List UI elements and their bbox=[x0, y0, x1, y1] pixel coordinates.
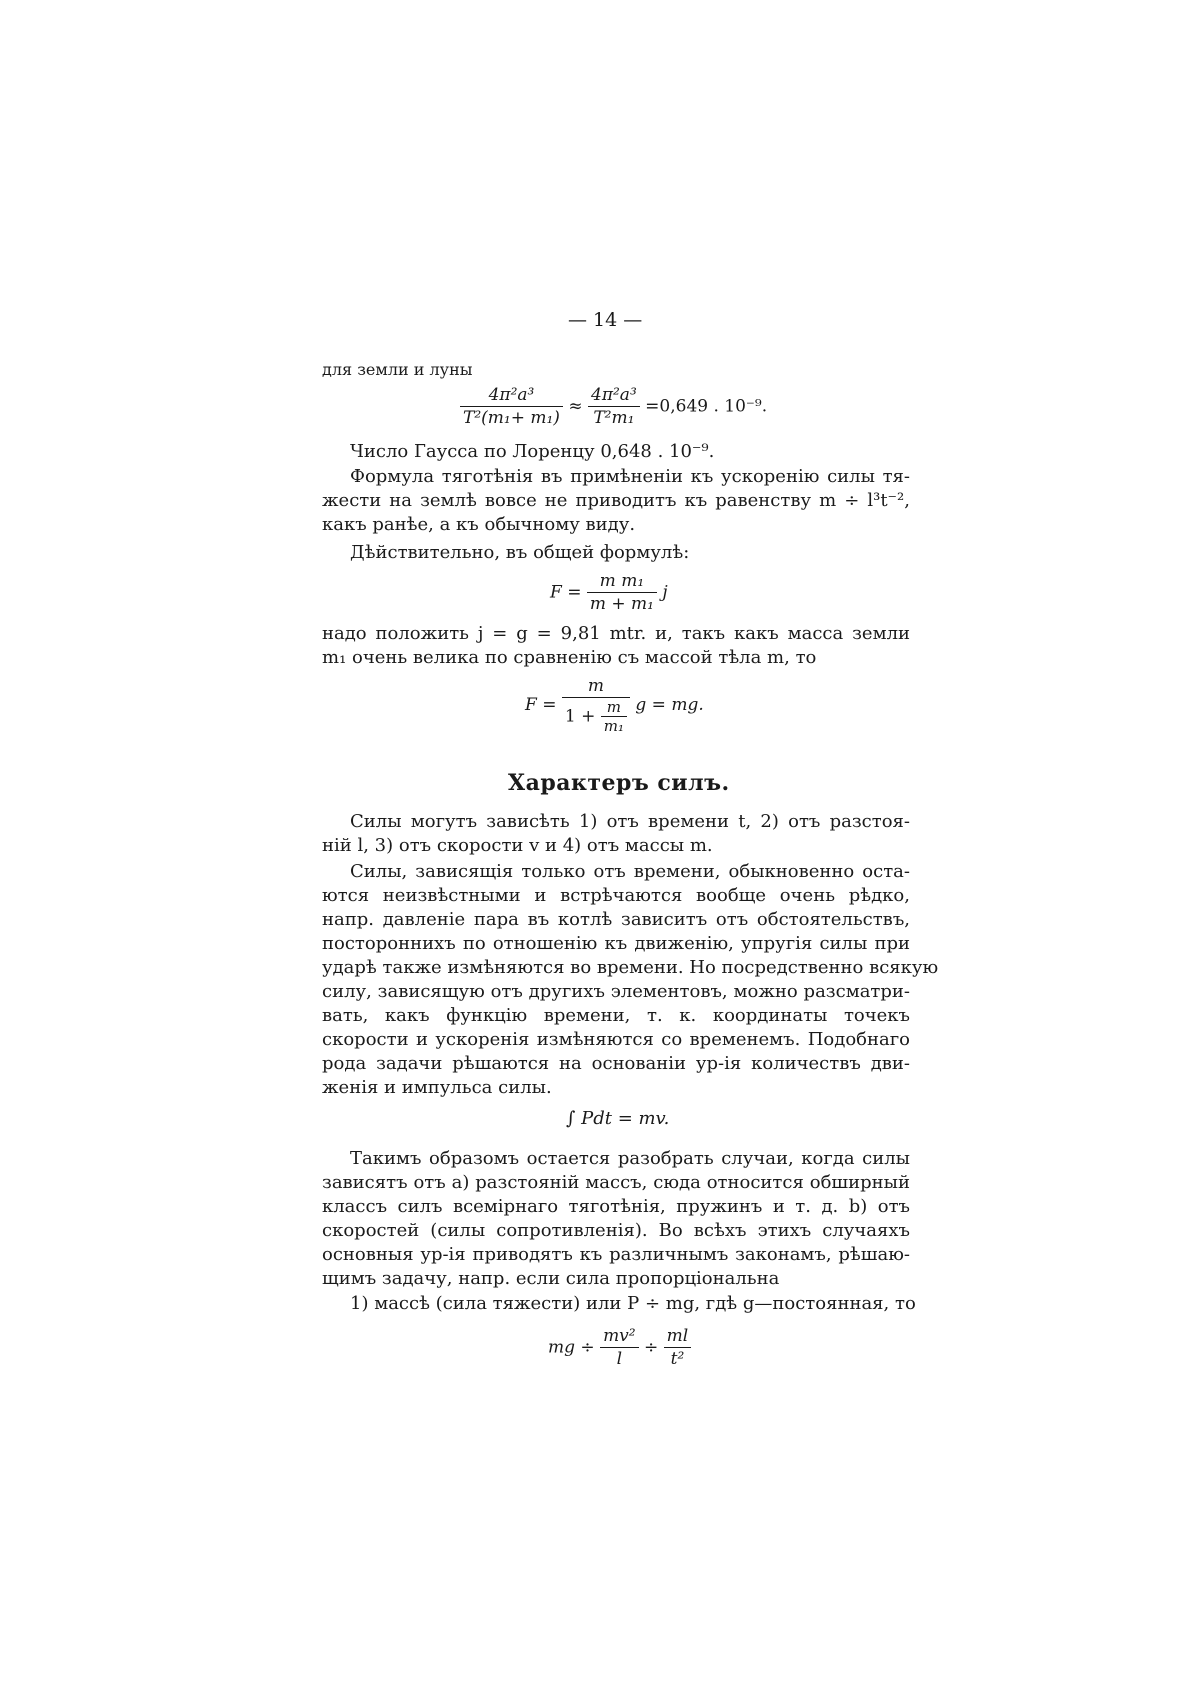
proportional-sign: ÷ bbox=[644, 1337, 659, 1358]
formula-force-general bbox=[550, 570, 668, 615]
approx-sign: ≈ bbox=[568, 396, 583, 417]
text-line: ударѣ также измѣняются во времени. Но посредственно всякую bbox=[322, 957, 939, 978]
text-line: классъ силъ всемірнаго тяготѣнія, пружинъ и т. д. b) отъ bbox=[322, 1196, 910, 1217]
inner-fraction bbox=[601, 698, 627, 735]
text-line: скорости и ускоренія измѣняются со временемъ. Подобнаго bbox=[322, 1029, 910, 1050]
text-line: зависятъ отъ a) разстояній массъ, сюда относится обширный bbox=[322, 1172, 910, 1193]
gauss-number-line: Число Гаусса по Лоренцу 0,648 . 10⁻⁹. bbox=[350, 441, 715, 462]
fraction bbox=[587, 570, 657, 615]
paragraph-forces-depend bbox=[322, 810, 910, 858]
formula-lhs: F = bbox=[525, 695, 557, 715]
text-line: Силы могутъ зависѣть 1) отъ времени t, 2) отъ разстоя- bbox=[350, 811, 910, 832]
page-number: — 14 — bbox=[568, 309, 643, 331]
text-line: Такимъ образомъ остается разобрать случаи, когда силы bbox=[350, 1148, 910, 1169]
text-line: щимъ задачу, напр. если сила пропорціональна bbox=[322, 1268, 780, 1289]
section-heading: Характеръ силъ. bbox=[508, 770, 730, 796]
formula-force-earth bbox=[525, 675, 704, 735]
fraction-denominator bbox=[562, 698, 630, 735]
text-line: постороннихъ по отношенію къ движенію, упругія силы при bbox=[322, 933, 910, 954]
paragraph-set-j bbox=[322, 622, 910, 670]
text-line: скоростей (силы сопротивленія). Во всѣхъ этихъ случаяхъ bbox=[322, 1220, 910, 1241]
paragraph-mass-case: 1) массѣ (сила тяжести) или P ÷ mg, гдѣ g—постоянная, то bbox=[350, 1293, 916, 1314]
text-line: женія и импульса силы. bbox=[322, 1077, 552, 1098]
text-line: рода задачи рѣшаются на основаніи ур-ія количествъ дви- bbox=[322, 1053, 910, 1074]
formula-rhs: g = mg. bbox=[635, 695, 704, 715]
text-line: ются неизвѣстными и встрѣчаются вообще очень рѣдко, bbox=[322, 885, 910, 906]
fraction-denominator: l bbox=[616, 1349, 623, 1369]
intro-line: для земли и луны bbox=[322, 360, 473, 379]
fraction-left bbox=[600, 1325, 639, 1370]
fraction-numerator: m bbox=[562, 675, 630, 698]
text-line: m₁ очень велика по сравненію съ массой тѣла m, то bbox=[322, 647, 817, 668]
fraction-denominator: m + m₁ bbox=[589, 594, 654, 614]
fraction-left bbox=[460, 384, 563, 429]
fraction-numerator: ml bbox=[664, 1325, 692, 1348]
text-line: основныя ур-ія приводятъ къ различнымъ законамъ, рѣшаю- bbox=[322, 1244, 910, 1265]
fraction-denominator: m₁ bbox=[603, 717, 624, 735]
denominator-prefix: 1 + bbox=[564, 706, 596, 727]
paragraph-indeed: Дѣйствительно, въ общей формулѣ: bbox=[350, 542, 690, 563]
text-line: Формула тяготѣнія въ примѣненіи къ ускоренію силы тя- bbox=[350, 466, 910, 487]
text-line: силу, зависящую отъ другихъ элементовъ, можно разсматри- bbox=[322, 981, 910, 1002]
fraction-numerator: m m₁ bbox=[587, 570, 657, 593]
fraction-compound bbox=[562, 675, 630, 735]
formula-mass-proportional bbox=[548, 1325, 691, 1370]
fraction-right bbox=[588, 384, 640, 429]
fraction-numerator: 4π²a³ bbox=[460, 384, 563, 407]
formula-impulse: ∫ Pdt = mv. bbox=[566, 1108, 670, 1129]
fraction-numerator: 4π²a³ bbox=[588, 384, 640, 407]
fraction-denominator: T²(m₁+ m₁) bbox=[463, 408, 560, 428]
paragraph-time-forces bbox=[322, 860, 939, 1100]
text-line: какъ ранѣе, а къ обычному виду. bbox=[322, 514, 636, 535]
text-line: вать, какъ функцію времени, т. к. координаты точекъ bbox=[322, 1005, 910, 1026]
text-line: жести на землѣ вовсе не приводитъ къ равенству m ÷ l³t⁻², bbox=[322, 490, 910, 511]
formula-lhs: mg ÷ bbox=[548, 1337, 595, 1358]
fraction-numerator: m bbox=[601, 698, 627, 717]
formula-rhs: j bbox=[662, 582, 668, 603]
text-line: ній l, 3) отъ скорости v и 4) отъ массы m. bbox=[322, 835, 713, 856]
fraction-right bbox=[664, 1325, 692, 1370]
paragraph-remaining-cases bbox=[322, 1147, 910, 1291]
paragraph-gravitation bbox=[322, 465, 910, 537]
fraction-numerator: mv² bbox=[600, 1325, 639, 1348]
formula-kepler bbox=[460, 384, 767, 429]
fraction-denominator: T²m₁ bbox=[593, 408, 635, 428]
formula-value: =0,649 . 10⁻⁹. bbox=[645, 396, 768, 417]
text-line: надо положить j = g = 9,81 mtr. и, такъ какъ масса земли bbox=[322, 623, 910, 644]
text-line: напр. давленіе пара въ котлѣ зависитъ отъ обстоятельствъ, bbox=[322, 909, 910, 930]
fraction-denominator: t² bbox=[670, 1349, 685, 1369]
text-line: Силы, зависящія только отъ времени, обыкновенно оста- bbox=[350, 861, 910, 882]
formula-lhs: F = bbox=[550, 582, 582, 603]
